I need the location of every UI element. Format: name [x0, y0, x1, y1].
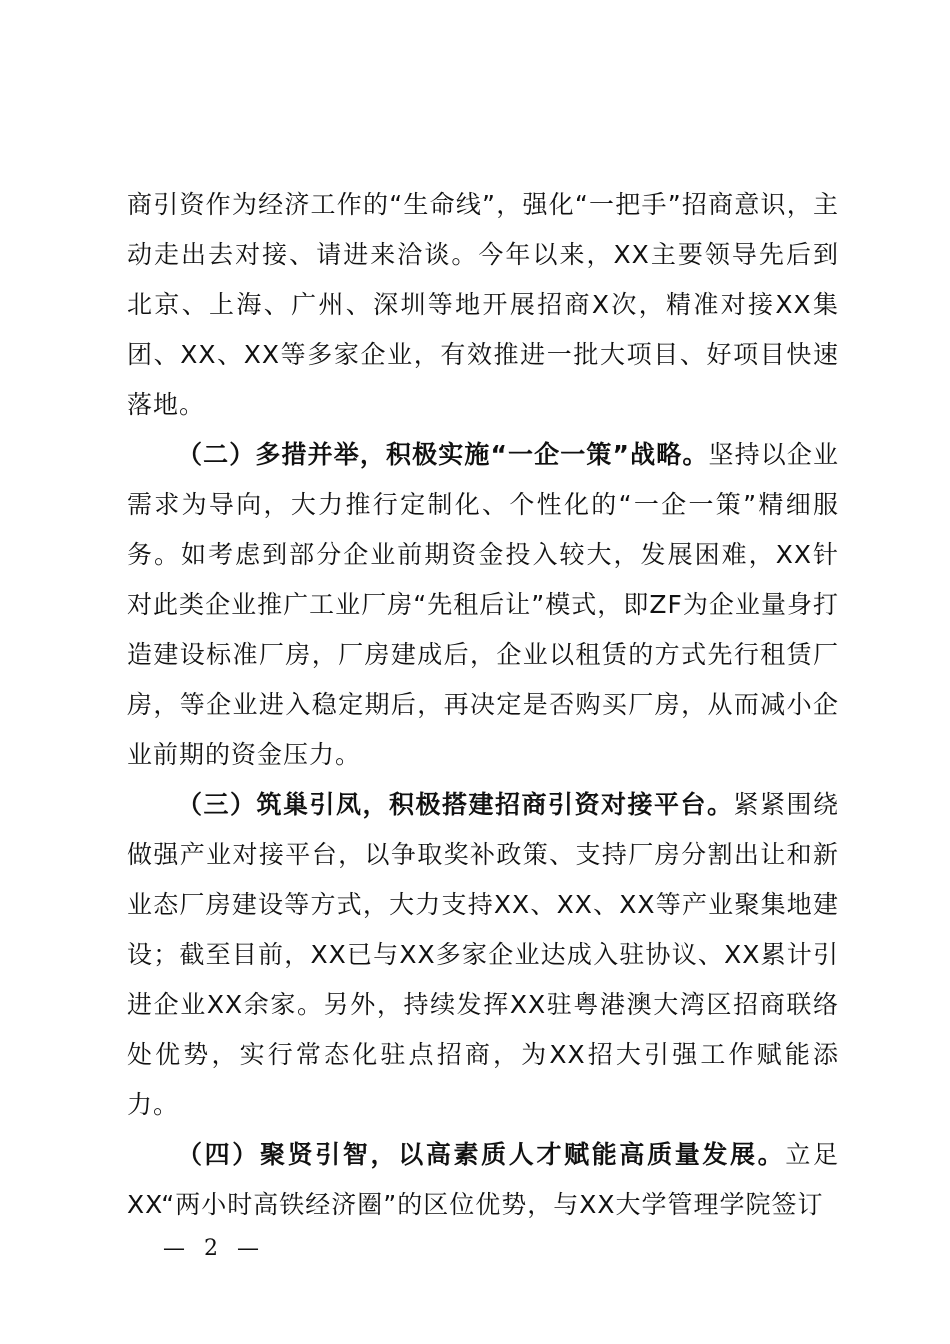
section-heading-2: （二）多措并举，积极实施“一企一策”战略。 — [177, 440, 709, 469]
paragraph-section-2 — [127, 430, 839, 780]
document-body — [127, 180, 839, 1230]
section-heading-3: （三）筑巢引凤，积极搭建招商引资对接平台。 — [177, 790, 734, 819]
paragraph-continuation — [127, 180, 839, 430]
paragraph-section-4 — [127, 1130, 839, 1230]
paragraph-section-3 — [127, 780, 839, 1130]
paragraph-text: 紧紧围绕做强产业对接平台，以争取奖补政策、支持厂房分割出让和新业态厂房建设等方式，大力支持XX、XX、XX等产业聚集地建设；截至目前，XX已与XX多家企业达成入驻协议、XX累计引进企业XX余家。另外，持续发挥XX驻粤港澳大湾区招商联络处优势，实行常态化驻点招商，为XX招大引强工作赋能添力。 — [127, 790, 839, 1119]
paragraph-text: 坚持以企业需求为导向，大力推行定制化、个性化的“一企一策”精细服务。如考虑到部分企业前期资金投入较大，发展困难，XX针对此类企业推广工业厂房“先租后让”模式，即ZF为企业量身打造建设标准厂房，厂房建成后，企业以租赁的方式先行租赁厂房，等企业进入稳定期后，再决定是否购买厂房，从而减小企业前期的资金压力。 — [127, 440, 839, 769]
page-number: — 2 — — [163, 1236, 265, 1261]
paragraph-text: 商引资作为经济工作的“生命线”，强化“一把手”招商意识，主动走出去对接、请进来洽谈。今年以来，XX主要领导先后到北京、上海、广州、深圳等地开展招商X次，精准对接XX集团、XX、XX等多家企业，有效推进一批大项目、好项目快速落地。 — [127, 190, 839, 419]
section-heading-4: （四）聚贤引智，以高素质人才赋能高质量发展。 — [177, 1140, 786, 1169]
paragraph-text: 立足XX“两小时高铁经济圈”的区位优势，与XX大学管理学院签订 — [127, 1140, 839, 1219]
